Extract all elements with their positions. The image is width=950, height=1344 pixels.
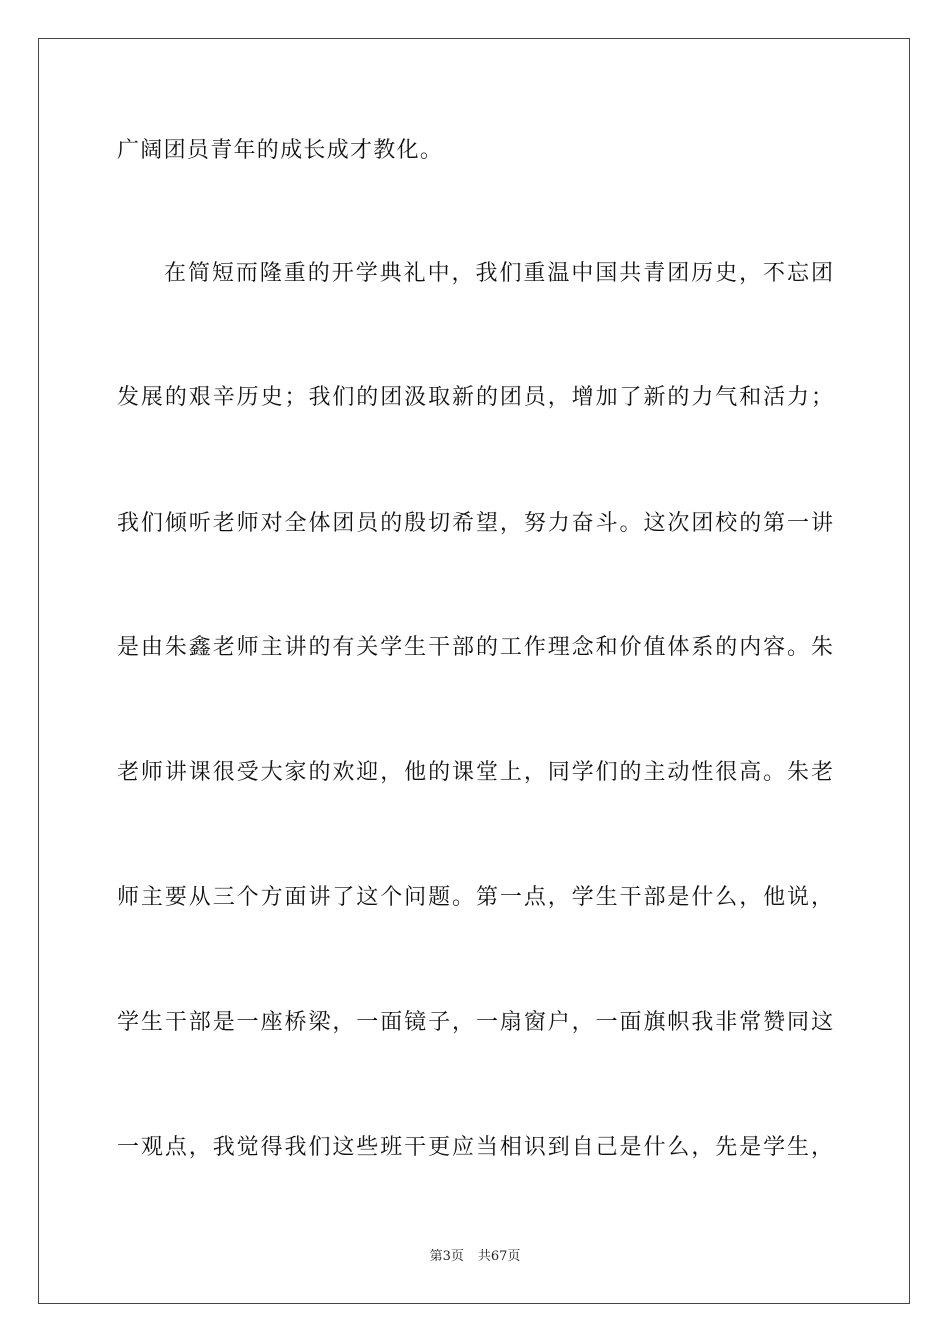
text-line-9: 一观点，我觉得我们这些班干更应当相识到自己是什么，先是学生，	[117, 1135, 833, 1160]
page-border	[38, 38, 910, 1304]
text-line-1: 广阔团员青年的成长成才教化。	[117, 138, 444, 163]
page-footer	[0, 1248, 950, 1266]
text-line-8: 学生干部是一座桥梁，一面镜子，一扇窗户，一面旗帜我非常赞同这	[117, 1010, 833, 1035]
total-pages: 共67页	[477, 1249, 521, 1264]
text-line-5: 是由朱鑫老师主讲的有关学生干部的工作理念和价值体系的内容。朱	[117, 635, 833, 660]
text-line-2: 在简短而隆重的开学典礼中，我们重温中国共青团历史，不忘团	[164, 261, 833, 286]
text-line-6: 老师讲课很受大家的欢迎，他的课堂上，同学们的主动性很高。朱老	[117, 760, 833, 785]
text-line-4: 我们倾听老师对全体团员的殷切希望，努力奋斗。这次团校的第一讲	[117, 511, 833, 536]
page-number: 第3页	[429, 1249, 464, 1264]
text-line-3: 发展的艰辛历史；我们的团汲取新的团员，增加了新的力气和活力；	[117, 385, 833, 410]
text-line-7: 师主要从三个方面讲了这个问题。第一点，学生干部是什么，他说，	[117, 885, 833, 910]
